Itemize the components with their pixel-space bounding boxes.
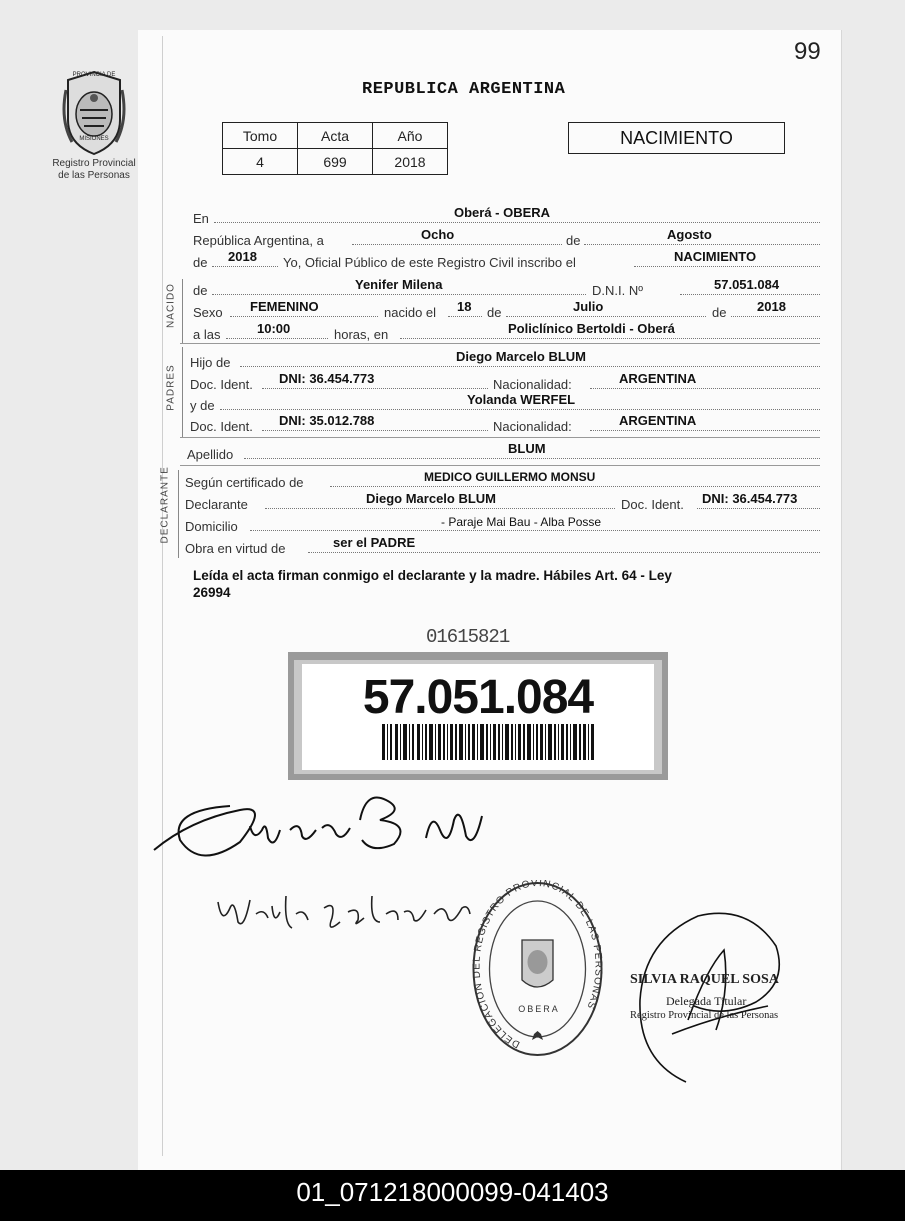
- label-obra-en-virtud: Obra en virtud de: [185, 541, 286, 556]
- value-nac-anio: 2018: [757, 299, 786, 314]
- label-de: de: [712, 305, 727, 320]
- label-de: de: [193, 255, 208, 270]
- value-apellido: BLUM: [508, 441, 546, 456]
- value-hora: 10:00: [257, 321, 291, 336]
- label-de: de: [193, 283, 208, 298]
- label-en: En: [193, 211, 209, 226]
- value-certificado: MEDICO GUILLERMO MONSU: [424, 470, 596, 484]
- anio-value: 2018: [373, 149, 448, 175]
- tomo-value: 4: [223, 149, 298, 175]
- dotted-line: [244, 458, 820, 459]
- section-divider: [182, 347, 183, 437]
- section-divider: [178, 470, 179, 558]
- footer-code-bar: [0, 1170, 905, 1221]
- col-acta-header: Acta: [298, 123, 373, 149]
- barcode-icon: [382, 724, 594, 760]
- dotted-line: [584, 244, 820, 245]
- dotted-line: [506, 316, 706, 317]
- dotted-line: [400, 338, 820, 339]
- label-declarante: Declarante: [185, 497, 248, 512]
- mother-signature: [212, 878, 482, 938]
- dotted-line: [220, 409, 820, 410]
- dotted-line: [352, 244, 562, 245]
- sticker-dni-number: 57.051.084: [362, 671, 594, 724]
- official-stamp: [470, 880, 605, 1058]
- value-padre-nacionalidad: ARGENTINA: [619, 371, 697, 386]
- section-separator: [180, 437, 820, 438]
- dotted-line: [214, 222, 820, 223]
- value-dni: 57.051.084: [714, 277, 780, 292]
- father-signature: [150, 780, 530, 860]
- dotted-line: [250, 530, 820, 531]
- closing-text-line1: Leída el acta firman conmigo el declarante y la madre. Hábiles Art. 64 - Ley: [193, 568, 672, 583]
- serial-number: 01615821: [426, 626, 510, 648]
- section-separator: [180, 465, 820, 466]
- dotted-line: [590, 388, 820, 389]
- value-madre: Yolanda WERFEL: [467, 392, 576, 407]
- label-nacionalidad: Nacionalidad:: [493, 419, 572, 434]
- acta-value: 699: [298, 149, 373, 175]
- label-domicilio: Domicilio: [185, 519, 238, 534]
- value-declarante: Diego Marcelo BLUM: [366, 491, 497, 506]
- label-apellido: Apellido: [187, 447, 234, 462]
- label-segun-certificado: Según certificado de: [185, 475, 304, 490]
- value-domicilio: - Paraje Mai Bau - Alba Posse: [441, 515, 602, 529]
- dotted-line: [590, 430, 820, 431]
- dotted-line: [731, 316, 820, 317]
- label-hijo-de: Hijo de: [190, 355, 231, 370]
- registry-name-line2: de las Personas: [58, 170, 130, 181]
- act-type-box: NACIMIENTO: [568, 122, 785, 154]
- label-doc-ident: Doc. Ident.: [190, 419, 253, 434]
- province-crest-icon: [58, 70, 130, 156]
- crest-text-bottom: MISIONES: [79, 136, 109, 142]
- dotted-line: [212, 294, 586, 295]
- dotted-line: [265, 508, 615, 509]
- label-yo-oficial: Yo, Oficial Público de este Registro Civil inscribo el: [283, 255, 576, 270]
- value-nac-mes: Julio: [573, 299, 604, 314]
- official-role: Delegada Titular: [666, 994, 747, 1008]
- label-de: de: [566, 233, 581, 248]
- col-tomo-header: Tomo: [223, 123, 298, 149]
- value-anio: 2018: [228, 249, 257, 264]
- label-horas-en: horas, en: [334, 327, 389, 342]
- label-y-de: y de: [190, 398, 215, 413]
- value-dia: Ocho: [421, 227, 455, 242]
- value-madre-dni: DNI: 35.012.788: [279, 413, 375, 428]
- value-nombre: Yenifer Milena: [355, 277, 443, 292]
- record-table: [222, 122, 448, 175]
- value-sexo: FEMENINO: [250, 299, 319, 314]
- dotted-line: [262, 430, 488, 431]
- section-divider: [182, 279, 183, 343]
- value-tipo: NACIMIENTO: [674, 249, 757, 264]
- crest-text-top: PROVINCIA DE: [72, 72, 116, 78]
- label-nacionalidad: Nacionalidad:: [493, 377, 572, 392]
- value-padre: Diego Marcelo BLUM: [456, 349, 587, 364]
- dotted-line: [262, 388, 488, 389]
- col-anio-header: Año: [373, 123, 448, 149]
- label-de: de: [487, 305, 502, 320]
- dotted-line: [308, 552, 820, 553]
- label-doc-ident: Doc. Ident.: [190, 377, 253, 392]
- value-lugar: Oberá - OBERA: [454, 205, 551, 220]
- closing-text-line2: 26994: [193, 585, 231, 600]
- registry-name-line1: Registro Provincial: [52, 158, 136, 169]
- page-edge: [162, 36, 163, 1156]
- dotted-line: [240, 366, 820, 367]
- value-lugar-nacimiento: Policlínico Bertoldi - Oberá: [508, 321, 675, 336]
- country-title: REPUBLICA ARGENTINA: [362, 80, 566, 99]
- dotted-line: [226, 338, 328, 339]
- footer-code: 01_071218000099-041403: [296, 1177, 609, 1207]
- side-label-padres: PADRES: [165, 364, 177, 411]
- official-name: SILVIA RAQUEL SOSA: [630, 972, 779, 987]
- dotted-line: [680, 294, 820, 295]
- section-separator: [180, 343, 820, 344]
- dotted-line: [697, 508, 820, 509]
- dni-sticker: [288, 652, 668, 780]
- dotted-line: [448, 316, 482, 317]
- official-org: Registro Provincial de las Personas: [630, 1010, 779, 1021]
- label-a-las: a las: [193, 327, 221, 342]
- value-nac-dia: 18: [457, 299, 472, 314]
- value-madre-nacionalidad: ARGENTINA: [619, 413, 697, 428]
- page-number: 99: [794, 38, 821, 65]
- stamp-city: OBERA: [518, 1004, 560, 1014]
- value-obra: ser el PADRE: [333, 535, 416, 550]
- label-sexo: Sexo: [193, 305, 223, 320]
- stamp-ring-text: DELEGACION DEL REGISTRO PROVINCIAL DE LAS PERSONAS: [471, 880, 604, 1050]
- dotted-line: [634, 266, 820, 267]
- label-doc-ident: Doc. Ident.: [621, 497, 684, 512]
- dotted-line: [230, 316, 378, 317]
- dotted-line: [330, 486, 820, 487]
- side-label-nacido: NACIDO: [165, 283, 177, 328]
- value-padre-dni: DNI: 36.454.773: [279, 371, 375, 386]
- value-declarante-doc: DNI: 36.454.773: [702, 491, 798, 506]
- label-republica: República Argentina, a: [193, 233, 324, 248]
- value-mes: Agosto: [667, 227, 712, 242]
- side-label-declarante: DECLARANTE: [159, 466, 171, 544]
- label-dni-no: D.N.I. Nº: [592, 283, 643, 298]
- label-nacido-el: nacido el: [384, 305, 437, 320]
- dotted-line: [212, 266, 278, 267]
